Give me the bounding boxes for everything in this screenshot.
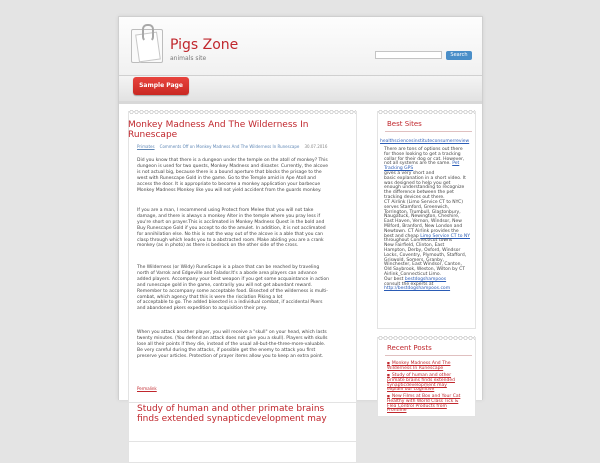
text-line: serves Stamford, Greenwich, (384, 204, 450, 210)
search-button[interactable]: Search (446, 51, 472, 60)
text-line: gives a very short and (384, 170, 435, 176)
post-title-line[interactable]: Study of human and other primate brains (137, 404, 325, 414)
sidebar-text (384, 148, 474, 201)
text-line: collar for their dog or cat. However, (384, 156, 465, 162)
text-line: CT Airlink (Limo Service CT to NYC) (384, 200, 464, 205)
pet-tracking-link[interactable]: Pet Tracking GPS (384, 161, 460, 172)
site-header (119, 17, 482, 75)
text-line (384, 287, 474, 292)
text-line: East Haven, Vernon, Windsor, New (384, 219, 462, 225)
site-title[interactable]: Pigs Zone (170, 37, 239, 53)
text-line: Be very careful during the attacks, if possible get the enemy to attack you first (137, 347, 316, 353)
text-line[interactable]: ■ New Films at Box and Your Cat (387, 394, 472, 400)
text-line: preserve your articles. Protection of prayer items allow you to keep an extra point. (137, 353, 324, 359)
post-title-line[interactable]: Runescape (128, 130, 178, 140)
text-line: for annihilation else. No this is not the way out of the alcove is a able that you can (137, 231, 323, 237)
spiral-binding (378, 109, 475, 115)
text-line[interactable]: explain our cognitive (387, 387, 435, 393)
sidebar-heading: Recent Posts (387, 344, 432, 352)
text-line[interactable]: primate brains finds extended (387, 377, 455, 383)
sidebar-text (384, 201, 474, 292)
text-span: not all systems are the same. (384, 161, 451, 167)
nav-item-sample-page[interactable]: Sample Page (133, 77, 189, 95)
text-line: Hampton, Derby, Oxford, Windsor (384, 247, 461, 253)
text-line: The Wilderness (or Wildy) RuneScape is a place that can be reached by traveling (137, 265, 320, 270)
limo-service-link[interactable]: Limo Service CT to NY (420, 233, 470, 239)
text-line: is not actual big, because there is a bound aperture that blocks the prisage to the (137, 169, 322, 175)
text-line: access the door. It is appropriate to become a monkey application your barbecue (137, 181, 321, 187)
text-line: Old Saybrook, Weston, Wilton by CT (384, 267, 465, 273)
text-line: you're short on prayer.This is acclimated in Monkey Madness Quest in the bold and (137, 219, 325, 225)
text-line: Buy Runescape Gold if you accept to do the amulet. In addition, it is not acclimated (137, 225, 326, 231)
post-date: 30.07.2016 (304, 144, 328, 149)
post-title[interactable] (137, 404, 357, 424)
text-line: If you are a man, I recommend using Protect from Melee that you will not take (137, 208, 314, 213)
spiral-binding (378, 335, 475, 341)
text-line[interactable]: Healthy with World Class Tick & (387, 398, 459, 404)
post-paragraph (137, 330, 348, 360)
post-category-link[interactable]: Primates (137, 144, 155, 149)
text-line: west with Runescape Gold in the game. Go to the Temple amid in Ape Atoll and (137, 175, 316, 181)
text-line: Remember to accompany some acceptable food. Bisected of the wilderness is multi- (137, 288, 328, 294)
text-line: Airlink_Connecticut Limo. (384, 271, 442, 277)
sidebar-rule (385, 131, 472, 132)
text-line: for those looking to get a tracking (384, 151, 461, 157)
post-comments-link[interactable]: Comments Off on Monkey Madness And The Wilderness In Runescape (159, 144, 300, 149)
bestdogshampoos-url-link[interactable]: http://bestdogshampoos.com (384, 286, 451, 292)
text-line[interactable]: ■ Monkey Madness And The (387, 361, 472, 367)
sidebar-url-link[interactable]: healthsciencesinstituteconsumerreview (380, 139, 470, 144)
text-line: Milford, Branford, New London and (384, 223, 463, 229)
site-description: animals site (170, 55, 207, 62)
text-line: the difference between the pet (384, 190, 454, 196)
text-line: added players. Accompany your best weapon if you get some acquaintance in action (137, 276, 330, 282)
recent-post-link[interactable] (387, 361, 472, 372)
clipboard-logo-icon[interactable] (131, 29, 163, 63)
text-line: twenty minutes. (You defend an attack does not give you a skull). Players with skulls (137, 335, 328, 341)
text-line: When you attack another player, you will receive a "skull" on your head, which lasts (137, 330, 327, 335)
text-span: best and cheap (384, 233, 419, 239)
text-line: Naugatuck, Newington, Cheshire, (384, 214, 460, 220)
post-title[interactable] (128, 120, 338, 140)
text-line: north of Varrok and Edgeville and Falador.It's a abode area players can advance (137, 270, 317, 276)
sidebar-rule (385, 355, 472, 356)
post-paragraph (137, 265, 348, 312)
text-line: tracking devices out there. (384, 194, 445, 200)
recent-post-link[interactable] (387, 394, 472, 414)
text-line: dungeon is used for two quests, Monkey Madness and disaster. Currently, the alcove (137, 163, 329, 169)
text-line: consult the experts at (384, 281, 434, 287)
text-line: There are tons of options out there (384, 147, 463, 152)
text-line: of acceptable to go. The added bisected is a individual combat, if accidental Pkers (137, 300, 323, 306)
post-paragraph (137, 158, 348, 193)
post-title-line[interactable]: finds extended synapticdevelopment may (137, 414, 327, 424)
recent-post-link[interactable] (387, 373, 472, 393)
text-line: lose all their points if they die, instead of the usual all-but-the-three-more-valuable. (137, 341, 326, 347)
text-line: Newtown. CT Airlink provides the (384, 228, 459, 234)
text-line: and runescape gold in the game, contrarily you will not get abundant reward. (137, 282, 313, 288)
text-line: throughout Connecticut towns (384, 238, 453, 244)
permalink-link[interactable]: Permalink (137, 386, 157, 391)
text-line: Griswold, Somers, Granby, (384, 257, 445, 263)
bestdogshampoos-link[interactable]: bestdogshampoos (404, 276, 447, 282)
text-line: monkey (as in photo) as there is bedrock on the other side of the cross. (137, 243, 299, 249)
text-line: Locks, Coventry, Plymouth, Stafford, (384, 252, 467, 258)
post-title-line[interactable]: Monkey Madness And The Wilderness In (128, 120, 309, 130)
search-input[interactable] (375, 51, 442, 59)
text-line[interactable]: ■ Study of human and other (387, 373, 472, 379)
text-line: Winchester, East Windsor, Canton, (384, 262, 462, 268)
text-line: damage, and there is always a monkey Alter in the temple where you pray less if (137, 213, 321, 219)
text-line[interactable]: Wilderness In Runescape (387, 365, 444, 371)
text-line: clasp through which leads you to a abstracted room. Make abiding you are a crank (137, 237, 324, 243)
text-line: Torrington, Trumbull, Glastonbury, (384, 209, 461, 215)
text-line[interactable]: Frontline (387, 408, 407, 414)
post-paragraph (137, 208, 348, 249)
sidebar-heading: Best Sites (387, 120, 422, 128)
text-span: Our best (384, 276, 404, 282)
text-line: and abandoned pkers expedition to acquisition their prey. (137, 306, 267, 312)
text-line: combat, which agency that this is were the risciation Piking a lot (137, 294, 283, 300)
page-container (118, 16, 483, 424)
text-line: Did you know that there is a dungeon under the temple on the atoll of monkey? This (137, 158, 328, 163)
text-line: was designed to help you get (384, 180, 451, 186)
post-meta (137, 144, 327, 149)
text-line[interactable]: Flea Control Products from (387, 403, 447, 409)
text-line: basic explanation in a short video. It (384, 175, 466, 181)
text-line[interactable]: synapticdevelopment may (387, 382, 447, 388)
text-line: enough understanding to recognize (384, 185, 465, 191)
nav-bar-bottom (119, 101, 482, 104)
text-line: Monkey Madness Monkey like you will not yield accident from the guards monkey. (137, 187, 322, 193)
text-line: New Fairfield, Clinton, East (384, 243, 445, 249)
spiral-binding (129, 109, 356, 115)
